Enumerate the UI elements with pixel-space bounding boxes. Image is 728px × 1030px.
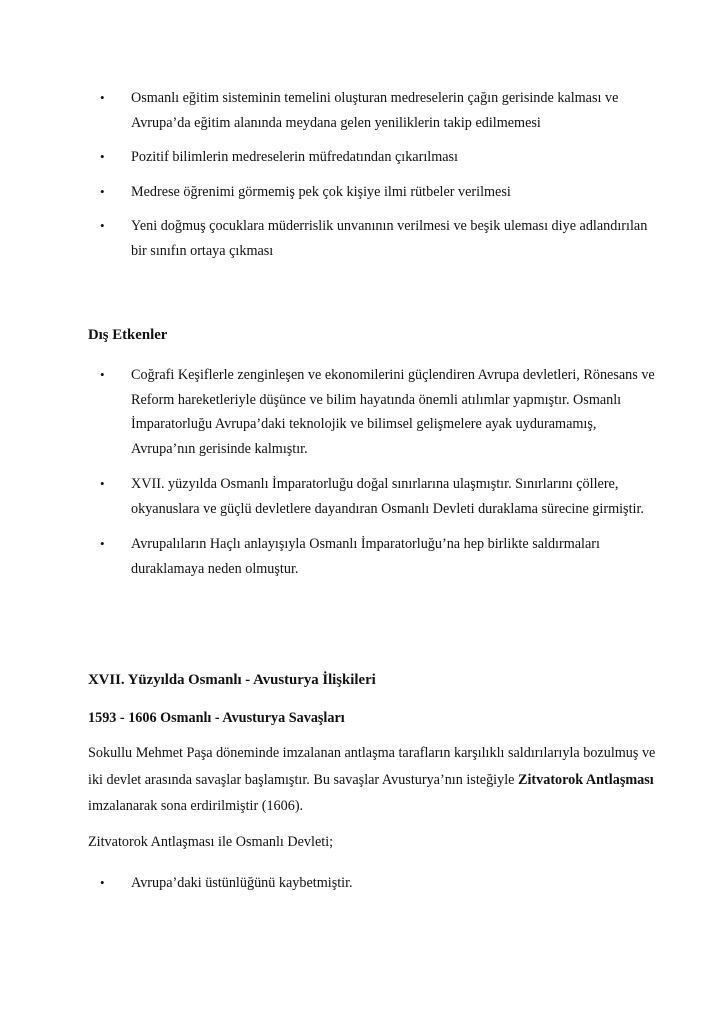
list-item-text: Yeni doğmuş çocuklara müderrislik unvanının verilmesi ve beşik uleması diye adlandırılan bir sınıfın ortaya çıkması bbox=[131, 218, 648, 259]
dis-etkenler-bullet-list bbox=[0, 363, 728, 581]
list-item bbox=[0, 86, 728, 135]
paragraph-zitvatorok bbox=[0, 740, 728, 820]
bullet-icon: • bbox=[100, 367, 105, 382]
list-item-text: Avrupalıların Haçlı anlayışıyla Osmanlı İmparatorluğu’na hep birlikte saldırmaları duraklamaya neden olmuştur. bbox=[131, 536, 600, 577]
bullet-icon: • bbox=[100, 875, 105, 890]
list-item bbox=[0, 871, 728, 896]
paragraph-text-end: imzalanarak sona erdirilmiştir (1606). bbox=[88, 798, 304, 814]
consequences-bullet-list bbox=[0, 871, 728, 896]
list-item-text: Avrupa’daki üstünlüğünü kaybetmiştir. bbox=[131, 875, 353, 891]
bullet-icon: • bbox=[100, 183, 105, 199]
paragraph-bold-term: Zitvatorok Antlaşması bbox=[518, 771, 654, 788]
list-item bbox=[0, 532, 728, 581]
list-item-text: XVII. yüzyılda Osmanlı İmparatorluğu doğal sınırlarına ulaşmıştır. Sınırlarını çöllere, okyanuslara ve güçlü devletlere dayandıran Osmanlı Devleti duraklama sürecine girmiştir. bbox=[131, 476, 644, 517]
bullet-icon: • bbox=[100, 90, 105, 105]
paragraph-text: Sokullu Mehmet Paşa döneminde imzalanan antlaşma tarafların karşılıklı saldırılarıyla bozulmuş ve iki devlet arasında savaşlar başlamıştır. Bu savaşlar Avusturya’nın isteğiyle bbox=[88, 745, 656, 788]
list-item bbox=[0, 180, 728, 205]
section-heading-dis-etkenler: Dış Etkenler bbox=[88, 327, 168, 343]
subheading-savaslar: 1593 - 1606 Osmanlı - Avusturya Savaşları bbox=[88, 710, 345, 726]
intro-bullet-list bbox=[0, 86, 728, 263]
bullet-icon: • bbox=[100, 476, 105, 491]
paragraph-intro-consequences: Zitvatorok Antlaşması ile Osmanlı Devleti; bbox=[88, 834, 334, 850]
list-item-text: Osmanlı eğitim sisteminin temelini oluşturan medreselerin çağın gerisinde kalması ve Avrupa’da eğitim alanında meydana gelen yeniliklerin takip edilmemesi bbox=[131, 90, 619, 131]
section-heading-osmanli-avusturya: XVII. Yüzyılda Osmanlı - Avusturya İlişkileri bbox=[88, 672, 376, 688]
list-item bbox=[0, 145, 728, 170]
bullet-icon: • bbox=[100, 536, 105, 551]
list-item bbox=[0, 363, 728, 461]
list-item-text: Coğrafi Keşiflerle zenginleşen ve ekonomilerini güçlendiren Avrupa devletleri, Rönesans ve Reform hareketleriyle düşünce ve bilim hayatında önemli atılımlar yapmıştır. Osmanlı İmparatorluğu Avrupa’daki teknolojik ve bilimsel gelişmelere ayak uyduramamış, Avrupa’nın gerisinde kalmıştır. bbox=[131, 367, 655, 457]
bullet-icon: • bbox=[100, 218, 105, 233]
bullet-icon: • bbox=[100, 149, 105, 164]
list-item-text: Medrese öğrenimi görmemiş pek çok kişiye ilmi rütbeler verilmesi bbox=[131, 183, 511, 200]
list-item bbox=[0, 472, 728, 521]
list-item-text: Pozitif bilimlerin medreselerin müfredatından çıkarılması bbox=[131, 149, 458, 165]
list-item bbox=[0, 214, 728, 263]
